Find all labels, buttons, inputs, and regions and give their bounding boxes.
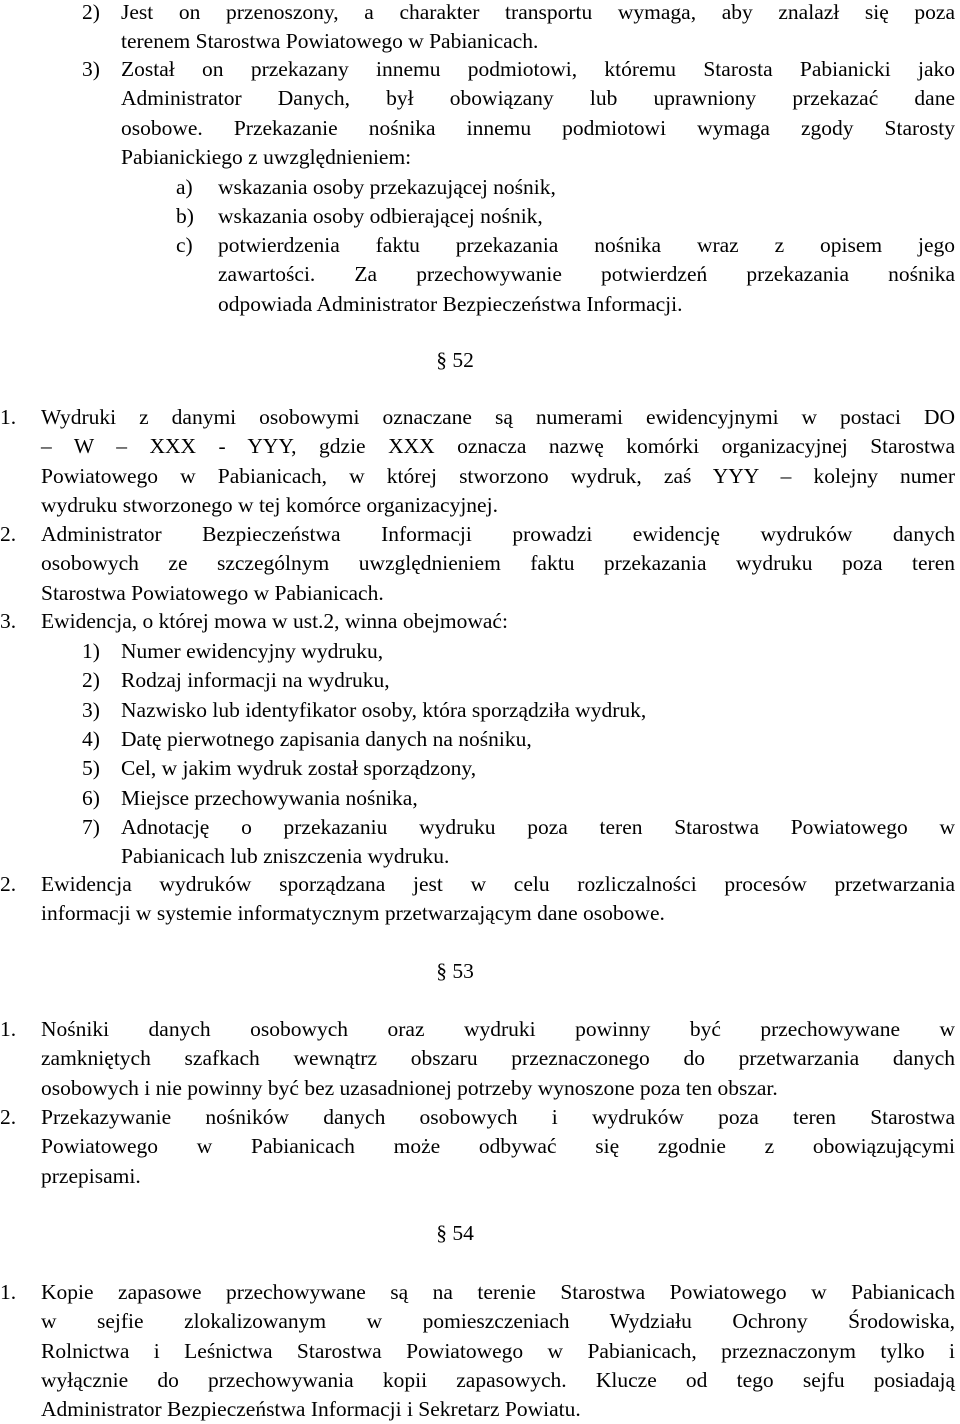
s52-para-4-number: 2.	[0, 872, 17, 896]
item-3-line: Został on przekazany innemu podmiotowi, któremu Starosta Pabianicki jako	[121, 57, 955, 81]
s54-para-1-line: Kopie zapasowe przechowywane są na terenie Starostwa Powiatowego w Pabianicach	[41, 1280, 955, 1304]
s53-para-2-line: Powiatowego w Pabianicach może odbywać się zgodnie z obowiązującymi	[41, 1134, 955, 1159]
sub-a-line: wskazania osoby przekazującej nośnik,	[218, 175, 556, 199]
item-2-number: 2)	[82, 0, 100, 24]
s52-para-4-line: informacji w systemie informatycznym przetwarzającym dane osobowe.	[41, 901, 665, 926]
section-53-heading: § 53	[436, 959, 474, 983]
section-52-heading: § 52	[436, 348, 474, 372]
s52-para-1-line: Wydruki z danymi osobowymi oznaczane są numerami ewidencyjnymi w postaci DO	[41, 405, 955, 429]
s52-list-item-3-line: Nazwisko lub identyfikator osoby, która sporządziła wydruk,	[121, 697, 647, 722]
s52-list-item-4-number: 4)	[82, 726, 100, 751]
section-54-heading: § 54	[436, 1221, 474, 1245]
item-2-line: terenem Starostwa Powiatowego w Pabianicach.	[121, 29, 539, 54]
s54-para-1-number: 1.	[0, 1280, 17, 1304]
sub-c-number: c)	[176, 233, 193, 257]
s52-list-item-4-line: Datę pierwotnego zapisania danych na nośniku,	[121, 726, 532, 751]
s53-para-2-line: przepisami.	[41, 1163, 141, 1188]
item-3-number: 3)	[82, 57, 100, 81]
item-3-line: Pabianickiego z uwzględnieniem:	[121, 144, 412, 169]
sub-b-number: b)	[176, 204, 194, 228]
s52-list-item-5-number: 5)	[82, 756, 100, 781]
s53-para-1-line: zamkniętych szafkach wewnątrz obszaru przeznaczonego do przetwarzania danych	[41, 1046, 955, 1071]
s52-list-item-7-line: Pabianicach lub zniszczenia wydruku.	[121, 844, 450, 869]
s52-list-item-6-number: 6)	[82, 785, 100, 810]
s54-para-1-line: Administrator Bezpieczeństwa Informacji i Sekretarz Powiatu.	[41, 1397, 581, 1422]
s52-list-item-7-number: 7)	[82, 814, 100, 839]
s52-para-2-line: Administrator Bezpieczeństwa Informacji prowadzi ewidencję wydruków danych	[41, 522, 955, 546]
s52-list-item-1-line: Numer ewidencyjny wydruku,	[121, 639, 384, 663]
item-3-line: Administrator Danych, był obowiązany lub uprawniony przekazać dane	[121, 86, 955, 111]
s52-para-1-line: Powiatowego w Pabianicach, w której stworzono wydruk, zaś YYY – kolejny numer	[41, 463, 955, 488]
s53-para-1-line: Nośniki danych osobowych oraz wydruki powinny być przechowywane w	[41, 1017, 955, 1041]
item-2-line: Jest on przenoszony, a charakter transportu wymaga, aby znalazł się poza	[121, 0, 955, 24]
sub-a-number: a)	[176, 175, 193, 199]
s52-para-1-line: wydruku stworzonego w tej komórce organizacyjnej.	[41, 492, 498, 517]
s52-list-item-5-line: Cel, w jakim wydruk został sporządzony,	[121, 756, 477, 781]
s52-para-1-number: 1.	[0, 405, 17, 429]
s53-para-1-line: osobowych i nie powinny być bez uzasadnionej potrzeby wynoszone poza ten obszar.	[41, 1075, 778, 1100]
s52-list-item-2-line: Rodzaj informacji na wydruku,	[121, 668, 390, 693]
s52-para-1-line: – W – XXX - YYY, gdzie XXX oznacza nazwę komórki organizacyjnej Starostwa	[41, 434, 955, 459]
s53-para-1-number: 1.	[0, 1017, 17, 1041]
s52-para-3-number: 3.	[0, 609, 17, 633]
s52-para-3-line: Ewidencja, o której mowa w ust.2, winna obejmować:	[41, 609, 508, 633]
s54-para-1-line: Rolnictwa i Leśnictwa Starostwa Powiatowego w Pabianicach, przeznaczonym tylko i	[41, 1338, 955, 1363]
s52-list-item-6-line: Miejsce przechowywania nośnika,	[121, 785, 418, 810]
s52-para-2-line: Starostwa Powiatowego w Pabianicach.	[41, 580, 384, 605]
sub-c-line: odpowiada Administrator Bezpieczeństwa Informacji.	[218, 291, 683, 316]
s53-para-2-number: 2.	[0, 1105, 17, 1129]
s52-list-item-7-line: Adnotację o przekazaniu wydruku poza teren Starostwa Powiatowego w	[121, 814, 955, 839]
s52-para-4-line: Ewidencja wydruków sporządzana jest w celu rozliczalności procesów przetwarzania	[41, 872, 955, 896]
s54-para-1-line: w sejfie zlokalizowanym w pomieszczeniach Wydziału Ochrony Środowiska,	[41, 1309, 955, 1334]
s52-para-2-number: 2.	[0, 522, 17, 546]
s52-list-item-3-number: 3)	[82, 697, 100, 722]
sub-c-line: potwierdzenia faktu przekazania nośnika wraz z opisem jego	[218, 233, 955, 257]
sub-b-line: wskazania osoby odbierającej nośnik,	[218, 204, 543, 228]
s52-list-item-1-number: 1)	[82, 639, 100, 663]
item-3-line: osobowe. Przekazanie nośnika innemu podmiotowi wymaga zgody Starosty	[121, 115, 955, 140]
sub-c-line: zawartości. Za przechowywanie potwierdzeń przekazania nośnika	[218, 262, 955, 287]
s52-para-2-line: osobowych ze szczególnym uwzględnieniem faktu przekazania wydruku poza teren	[41, 551, 955, 576]
s52-list-item-2-number: 2)	[82, 668, 100, 693]
s53-para-2-line: Przekazywanie nośników danych osobowych i wydruków poza teren Starostwa	[41, 1105, 955, 1129]
s54-para-1-line: wyłącznie do przechowywania kopii zapasowych. Klucze od tego sejfu posiadają	[41, 1367, 955, 1392]
